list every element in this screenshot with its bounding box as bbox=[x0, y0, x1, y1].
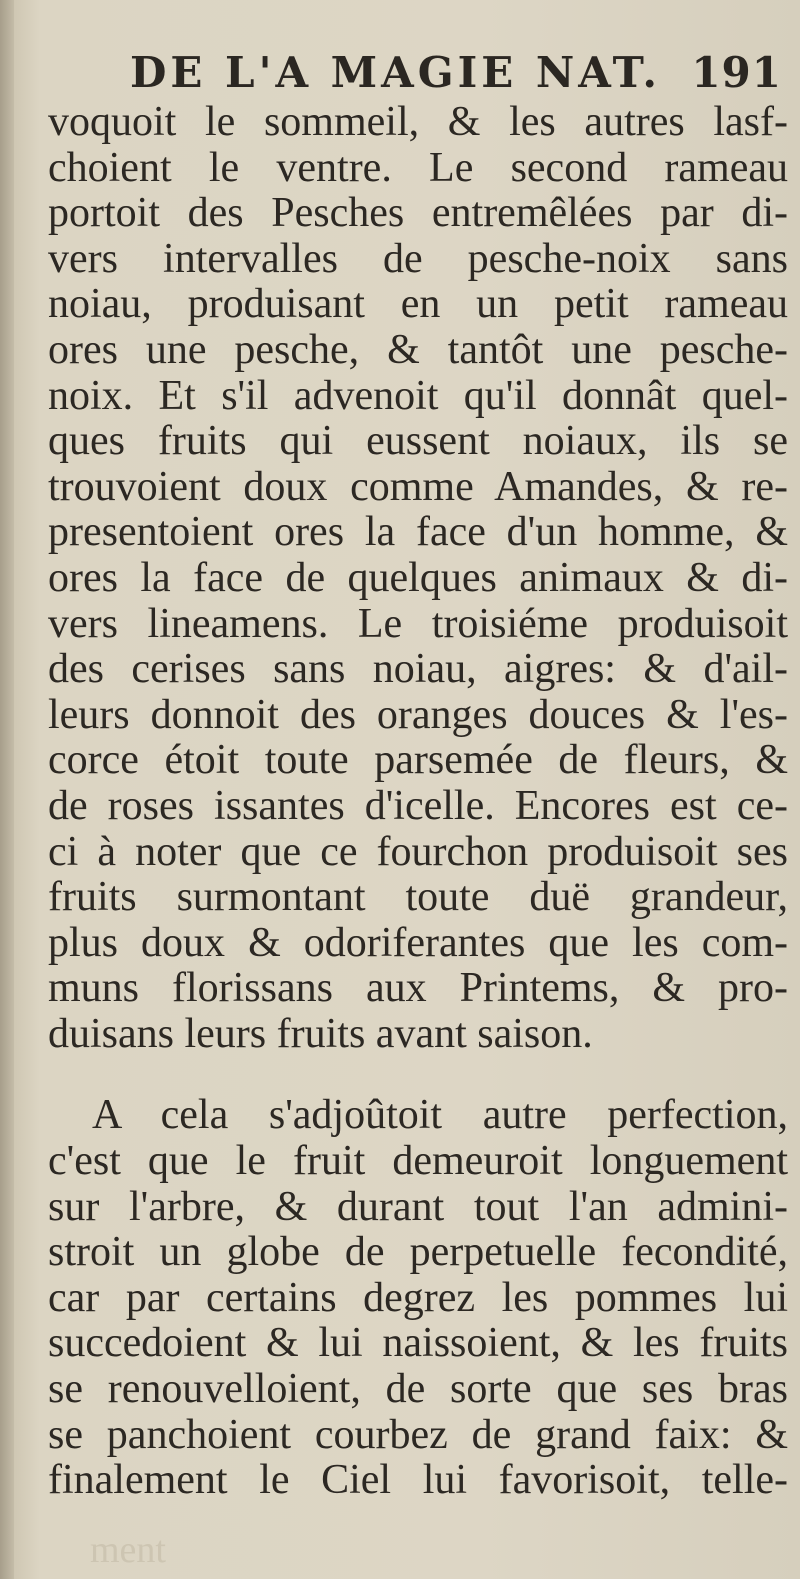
paragraph-2 bbox=[48, 1093, 788, 1503]
text-line: A cela s'adjoûtoit autre perfection, bbox=[92, 1092, 788, 1139]
text-line: se panchoient courbez de grand faix: & bbox=[48, 1411, 788, 1458]
text-line: des cerises sans noiau, aigres: & d'ail- bbox=[48, 646, 788, 693]
text-line: presentoient ores la face d'un homme, & bbox=[48, 509, 788, 556]
text-line: vers lineamens. Le troisiéme produisoit bbox=[48, 600, 788, 647]
body-text bbox=[48, 100, 788, 1504]
text-line: ci à noter que ce fourchon produisoit ses bbox=[48, 828, 788, 875]
text-line: plus doux & odoriferantes que les com- bbox=[48, 919, 788, 966]
text-line: noix. Et s'il advenoit qu'il donnât quel- bbox=[48, 372, 788, 419]
text-line: corce étoit toute parsemée de fleurs, & bbox=[48, 737, 788, 784]
text-line: voquoit le sommeil, & les autres lasf- bbox=[48, 99, 788, 145]
text-line: portoit des Pesches entremêlées par di- bbox=[48, 190, 788, 237]
text-line: c'est que le fruit demeuroit longuement bbox=[48, 1138, 788, 1185]
text-line: noiau, produisant en un petit rameau bbox=[48, 281, 788, 328]
text-line: trouvoient doux comme Amandes, & re- bbox=[48, 463, 788, 510]
page-gutter bbox=[0, 0, 14, 1579]
catchword: ment bbox=[90, 1529, 166, 1571]
text-line: sur l'arbre, & durant tout l'an admini- bbox=[48, 1183, 788, 1230]
text-line: fruits surmontant toute duë grandeur, bbox=[48, 874, 788, 921]
text-line: finalement le Ciel lui favorisoit, telle- bbox=[48, 1457, 788, 1504]
text-line: vers intervalles de pesche-noix sans bbox=[48, 235, 788, 282]
text-line: muns florissans aux Printems, & pro- bbox=[48, 965, 788, 1012]
text-line: ores la face de quelques animaux & di- bbox=[48, 554, 788, 601]
text-line: stroit un globe de perpetuelle fecondité, bbox=[48, 1229, 788, 1276]
running-title: DE L'A MAGIE NAT. bbox=[130, 48, 662, 97]
text-line: leurs donnoit des oranges douces & l'es- bbox=[48, 691, 788, 738]
text-line: succedoient & lui naissoient, & les fruits bbox=[48, 1320, 788, 1367]
page-number: 191 bbox=[691, 48, 782, 97]
text-line: choient le ventre. Le second rameau bbox=[48, 144, 788, 191]
text-line: ques fruits qui eussent noiaux, ils se bbox=[48, 418, 788, 465]
text-line: car par certains degrez les pommes lui bbox=[48, 1274, 788, 1321]
text-line: se renouvelloient, de sorte que ses bras bbox=[48, 1366, 788, 1413]
text-line: duisans leurs fruits avant saison. bbox=[48, 1010, 593, 1057]
paragraph-1 bbox=[48, 100, 788, 1057]
text-line: ores une pesche, & tantôt une pesche- bbox=[48, 326, 788, 373]
text-line: de roses issantes d'icelle. Encores est ce- bbox=[48, 782, 788, 829]
